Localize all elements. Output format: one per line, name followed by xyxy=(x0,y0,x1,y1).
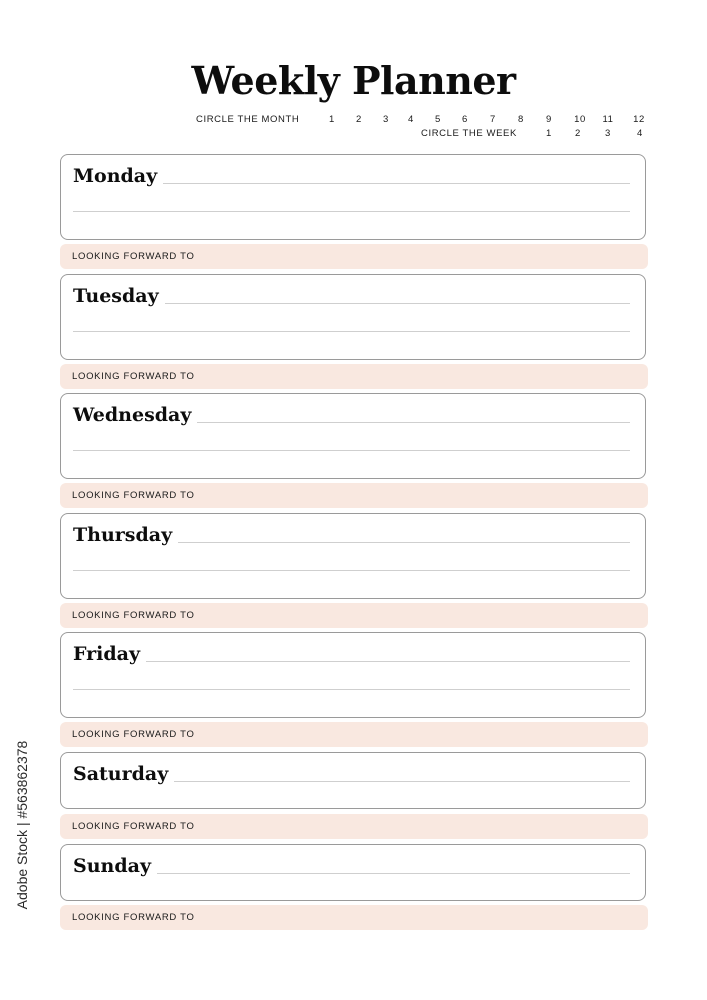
day-heading: Monday xyxy=(73,165,163,187)
day-heading: Sunday xyxy=(73,855,157,877)
day-heading: Tuesday xyxy=(73,285,165,307)
month-selector-label: CIRCLE THE MONTH xyxy=(196,114,300,125)
looking-forward-band[interactable] xyxy=(60,905,648,930)
month-option[interactable]: 10 xyxy=(574,114,586,125)
looking-forward-label: LOOKING FORWARD TO xyxy=(72,912,195,923)
looking-forward-band[interactable] xyxy=(60,244,648,269)
month-option[interactable]: 6 xyxy=(462,114,468,125)
day-card-tuesday[interactable] xyxy=(60,274,646,360)
stock-watermark xyxy=(12,740,32,910)
looking-forward-band[interactable] xyxy=(60,483,648,508)
writing-line xyxy=(73,570,630,571)
day-card-wednesday[interactable] xyxy=(60,393,646,479)
stock-watermark-text: Adobe Stock | #563862378 xyxy=(14,740,30,910)
looking-forward-band[interactable] xyxy=(60,603,648,628)
looking-forward-label: LOOKING FORWARD TO xyxy=(72,821,195,832)
month-option[interactable]: 3 xyxy=(383,114,389,125)
month-option[interactable]: 4 xyxy=(408,114,414,125)
day-card-friday[interactable] xyxy=(60,632,646,718)
day-heading: Saturday xyxy=(73,763,174,785)
day-card-thursday[interactable] xyxy=(60,513,646,599)
writing-line xyxy=(73,211,630,212)
writing-line xyxy=(73,689,630,690)
looking-forward-band[interactable] xyxy=(60,814,648,839)
month-selector xyxy=(0,113,707,127)
looking-forward-band[interactable] xyxy=(60,364,648,389)
page-title: Weekly Planner xyxy=(191,58,516,103)
week-selector xyxy=(0,127,707,141)
month-option[interactable]: 9 xyxy=(546,114,552,125)
month-option[interactable]: 2 xyxy=(356,114,362,125)
looking-forward-label: LOOKING FORWARD TO xyxy=(72,490,195,501)
looking-forward-label: LOOKING FORWARD TO xyxy=(72,371,195,382)
week-option[interactable]: 2 xyxy=(575,128,581,139)
looking-forward-label: LOOKING FORWARD TO xyxy=(72,251,195,262)
looking-forward-label: LOOKING FORWARD TO xyxy=(72,610,195,621)
month-option[interactable]: 7 xyxy=(490,114,496,125)
month-option[interactable]: 11 xyxy=(602,114,614,125)
month-option[interactable]: 12 xyxy=(633,114,645,125)
month-option[interactable]: 8 xyxy=(518,114,524,125)
day-heading: Friday xyxy=(73,643,146,665)
week-option[interactable]: 3 xyxy=(605,128,611,139)
week-selector-label: CIRCLE THE WEEK xyxy=(421,128,517,139)
writing-line xyxy=(73,661,630,662)
day-heading: Wednesday xyxy=(73,404,197,426)
day-card-sunday[interactable] xyxy=(60,844,646,901)
week-option[interactable]: 1 xyxy=(546,128,552,139)
day-card-saturday[interactable] xyxy=(60,752,646,809)
day-heading: Thursday xyxy=(73,524,178,546)
writing-line xyxy=(73,450,630,451)
day-card-monday[interactable] xyxy=(60,154,646,240)
writing-line xyxy=(73,331,630,332)
month-option[interactable]: 5 xyxy=(435,114,441,125)
looking-forward-label: LOOKING FORWARD TO xyxy=(72,729,195,740)
month-option[interactable]: 1 xyxy=(329,114,335,125)
week-option[interactable]: 4 xyxy=(637,128,643,139)
looking-forward-band[interactable] xyxy=(60,722,648,747)
